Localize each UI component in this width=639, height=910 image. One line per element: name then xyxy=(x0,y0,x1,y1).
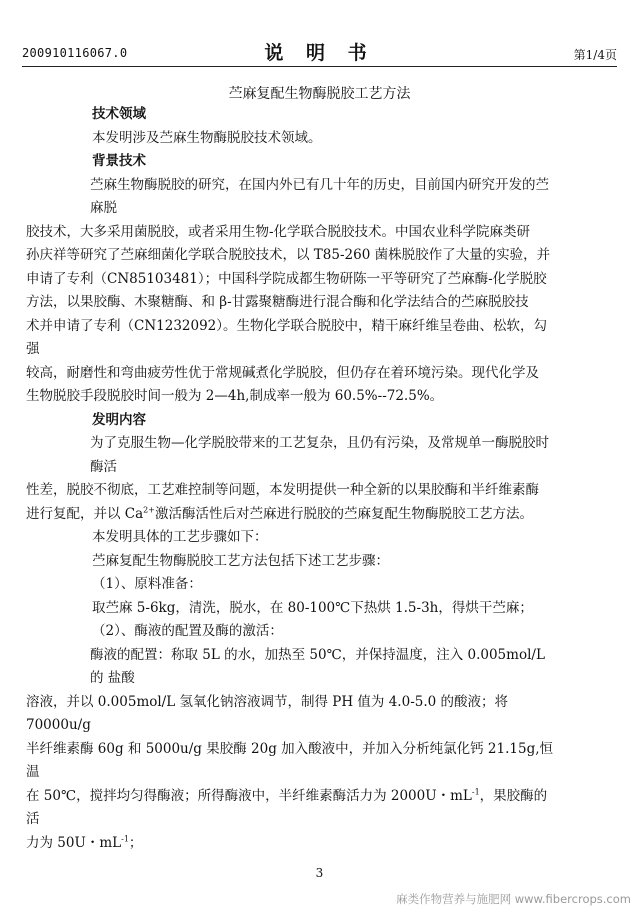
document-body xyxy=(26,103,560,855)
tech-field-heading: 技术领域 xyxy=(92,106,146,122)
step2-line xyxy=(26,832,560,856)
invention-line-part: 激活酶活性后对苎麻进行脱胶的苎麻复配生物酶脱胶工艺方法。 xyxy=(154,505,533,522)
doc-title: 苎麻复配生物酶脱胶工艺方法 xyxy=(228,86,411,102)
step2-line: 酶液的配置：称取 5L 的水，加热至 50℃，并保持温度，注入 0.005mol/L 的 盐酸 xyxy=(90,646,545,686)
step2-line-part: 力为 50U・mL xyxy=(26,834,122,851)
unit-exponent: -1 xyxy=(471,787,480,796)
step2-line-part: 在 50℃，搅拌均匀得酶液；所得酶液中，半纤维素酶活力为 2000U・mL xyxy=(26,787,472,804)
background-paragraph xyxy=(26,174,560,409)
background-line: 较高，耐磨性和弯曲疲劳性优于常规碱煮化学脱胶，但仍存在着环境污染。现代化学及 xyxy=(26,364,539,381)
background-line: 方法，以果胶酶、木聚糖酶、和 β-甘露聚糖酶进行混合酶和化学法结合的苎麻脱胶技 xyxy=(26,294,529,310)
invention-paragraph xyxy=(26,432,560,526)
site-watermark: 麻类作物营养与施肥网 www.fibercrops.com xyxy=(396,892,631,906)
background-line: 胶技术，大多采用菌脱胶，或者采用生物-化学联合脱胶技术。中国农业科学院麻类研 xyxy=(26,223,531,240)
invention-line xyxy=(26,503,560,527)
page-indicator: 第1/4页 xyxy=(573,48,617,62)
tech-field-text: 本发明涉及苎麻生物酶脱胶技术领域。 xyxy=(92,129,322,146)
background-line: 生物脱胶手段脱胶时间一般为 2—4h,制成率一般为 60.5%--72.5%。 xyxy=(26,388,444,404)
header-title: 说 明 书 xyxy=(264,42,375,64)
invention-line: 性差，脱胶不彻底，工艺难控制等问题，本发明提供一种全新的以果胶酶和半纤维素酶 xyxy=(26,482,539,498)
step2-line: 溶液，并以 0.005mol/L 氢氧化钠溶液调节，制得 PH 值为 4.0-5.0 的酸液；将 70000u/g xyxy=(26,693,509,733)
invention-line-part: 进行复配，并以 Ca xyxy=(26,505,144,522)
background-line: 苎麻生物酶脱胶的研究，在国内外已有几十年的历史，目前国内研究开发的苎麻脱 xyxy=(90,176,549,216)
invention-line: 为了克服生物—化学脱胶带来的工艺复杂，且仍有污染，及常规单一酶脱胶时酶活 xyxy=(90,435,549,475)
steps-intro: 本发明具体的工艺步骤如下： xyxy=(92,529,268,545)
step2-line-part: ； xyxy=(128,834,143,851)
background-line: 孙庆祥等研究了苎麻细菌化学联合脱胶技术，以 T85-260 菌株脱胶作了大量的实验，并 xyxy=(26,247,551,263)
step2-line-part: ，果胶酶的活 xyxy=(26,787,548,827)
invention-heading: 发明内容 xyxy=(92,411,146,428)
page-number: 3 xyxy=(315,866,324,880)
background-heading: 背景技术 xyxy=(92,153,146,169)
doc-number: 200910116067.0 xyxy=(22,46,128,60)
unit-exponent: -1 xyxy=(121,834,129,843)
step2-paragraph xyxy=(26,644,560,856)
steps-intro-2: 苎麻复配生物酶脱胶工艺方法包括下述工艺步骤： xyxy=(92,552,389,569)
step1-label: （1）、原料准备： xyxy=(92,576,202,592)
header-rule xyxy=(22,66,617,67)
background-line: 术并申请了专利（CN1232092）。生物化学联合脱胶中，精干麻纤维呈卷曲、松软，勾强 xyxy=(26,317,548,357)
calcium-charge: 2+ xyxy=(143,505,155,514)
step2-label: （2）、酶液的配置及酶的激活： xyxy=(92,623,283,639)
page-header xyxy=(22,38,617,64)
background-line: 申请了专利（CN85103481）；中国科学院成都生物研陈一平等研究了苎麻酶-化学脱胶 xyxy=(26,270,547,287)
step2-line xyxy=(26,785,560,832)
step2-line: 半纤维素酶 60g 和 5000u/g 果胶酶 20g 加入酸液中，并加入分析纯氯化钙 21.15g,恒温 xyxy=(26,740,554,780)
step1-text: 取苎麻 5-6kg，清洗，脱水，在 80-100℃下热烘 1.5-3h，得烘干苎麻； xyxy=(92,599,533,616)
